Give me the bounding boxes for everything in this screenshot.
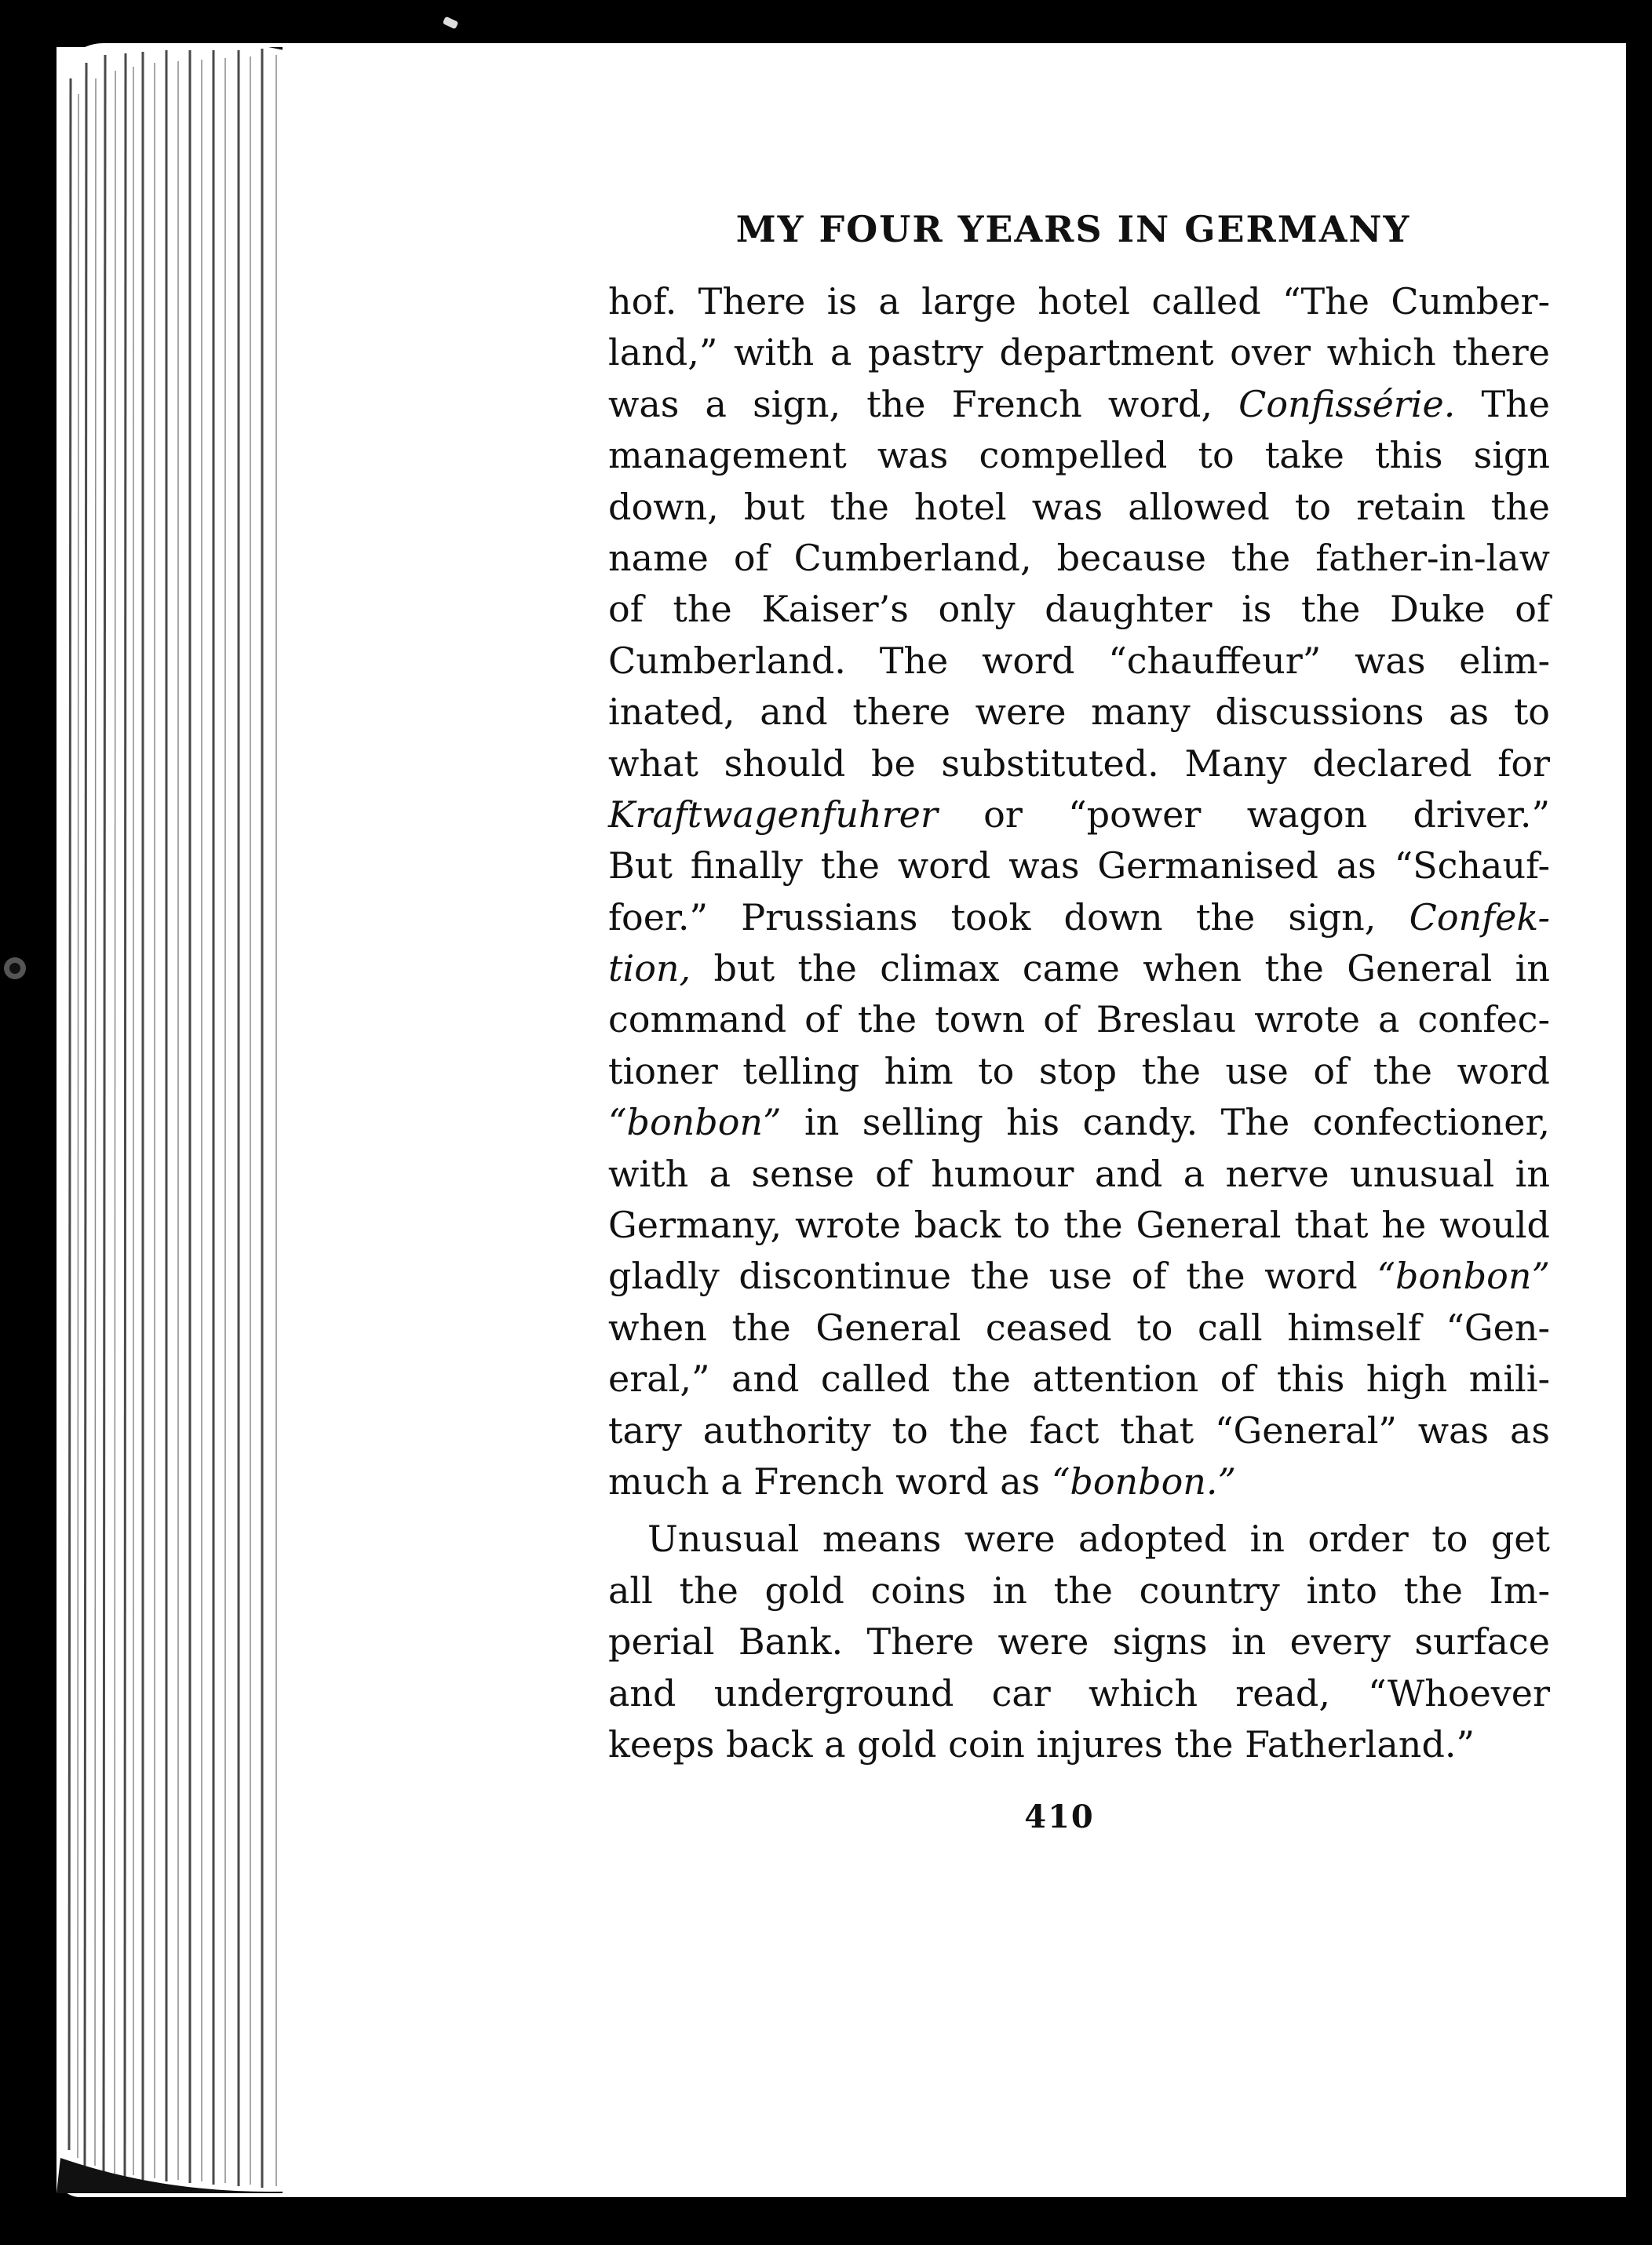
text-line: tion, but the climax came when the General in	[608, 947, 1550, 990]
text-line: Cumberland. The word “chauffeur” was elim-	[608, 639, 1550, 682]
italic-word: “bonbon”	[608, 1101, 782, 1144]
text-line: tioner telling him to stop the use of the word	[608, 1049, 1550, 1092]
text-line: land,” with a pastry department over which there	[608, 331, 1550, 374]
text-line: gladly discontinue the use of the word “bonbon”	[608, 1255, 1550, 1298]
text-line: hof. There is a large hotel called “The Cumber-	[608, 280, 1550, 323]
italic-word: “bonbon.”	[1051, 1460, 1237, 1503]
text-line: inated, and there were many discussions as to	[608, 691, 1550, 734]
text-line: keeps back a gold coin injures the Fatherland.”	[608, 1722, 1475, 1766]
text-line: with a sense of humour and a nerve unusual in	[608, 1152, 1550, 1195]
body-text	[608, 276, 1550, 1770]
text-line: name of Cumberland, because the father-in-law	[608, 536, 1550, 579]
text-line: and underground car which read, “Whoever	[608, 1671, 1550, 1715]
text-line: much a French word as “bonbon.”	[608, 1460, 1237, 1503]
text-line: But finally the word was Germanised as “Schauf-	[608, 844, 1550, 887]
text-line: perial Bank. There were signs in every surface	[608, 1620, 1550, 1664]
italic-word: Kraftwagenfuhrer	[608, 793, 938, 836]
italic-word: “bonbon”	[1377, 1255, 1550, 1298]
text-line: command of the town of Breslau wrote a confec-	[608, 998, 1550, 1041]
text-line: foer.” Prussians took down the sign, Confek-	[608, 895, 1550, 938]
text-line: eral,” and called the attention of this high mili-	[608, 1358, 1550, 1401]
running-head: MY FOUR YEARS IN GERMANY	[735, 208, 1411, 250]
corner-mark	[443, 16, 459, 30]
italic-word: Confek-	[1409, 895, 1550, 938]
italic-word: tion,	[608, 947, 691, 990]
text-line: all the gold coins in the country into the Im-	[608, 1569, 1550, 1612]
text-line: what should be substituted. Many declared for	[608, 742, 1550, 785]
paragraph-gap	[608, 1507, 1550, 1514]
italic-word: Confissérie.	[1238, 382, 1456, 425]
page-number: 410	[1024, 1799, 1095, 1835]
text-line: Kraftwagenfuhrer or “power wagon driver.”	[608, 793, 1550, 836]
ink-blot	[0, 953, 30, 983]
text-line: Unusual means were adopted in order to get	[647, 1518, 1550, 1561]
page-edges	[57, 47, 308, 2193]
text-line: management was compelled to take this sign	[608, 434, 1550, 477]
italic-word	[608, 1101, 782, 1143]
text-line: “bonbon” in selling his candy. The confectioner,	[608, 1101, 1550, 1144]
text-line: when the General ceased to call himself “Gen-	[608, 1306, 1550, 1349]
text-line: tary authority to the fact that “General” was as	[608, 1409, 1550, 1452]
text-line: was a sign, the French word, Confissérie. The	[608, 382, 1550, 425]
text-line: of the Kaiser’s only daughter is the Duke of	[608, 588, 1550, 631]
italic-word	[1377, 1255, 1550, 1297]
text-line: down, but the hotel was allowed to retain the	[608, 485, 1550, 528]
text-line: Germany, wrote back to the General that he would	[608, 1204, 1550, 1247]
